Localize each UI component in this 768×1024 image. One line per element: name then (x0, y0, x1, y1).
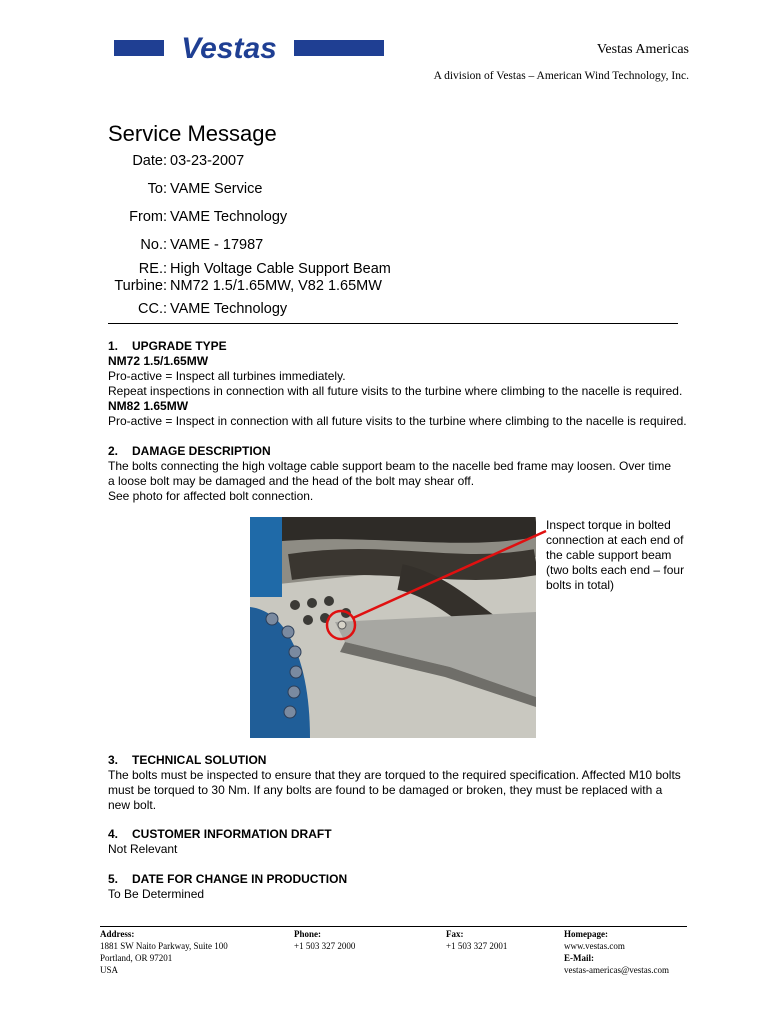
section-heading: 4. CUSTOMER INFORMATION DRAFT (108, 827, 332, 841)
meta-turbine: Turbine: NM72 1.5/1.65MW, V82 1.65MW (114, 278, 382, 294)
pointer-line (353, 531, 546, 618)
footer-phone: Phone: +1 503 327 2000 (294, 929, 356, 951)
section-customer-information (108, 827, 688, 857)
text-line: See photo for affected bolt connection. (108, 489, 314, 503)
meta-from: From: VAME Technology (129, 209, 288, 225)
section-production-date (108, 872, 688, 902)
footer-homepage: Homepage: www.vestas.com E-Mail: vestas-americas@vestas.com (564, 929, 669, 975)
text-line: Not Relevant (108, 842, 178, 856)
section-technical-solution (108, 753, 688, 813)
svg-text:Vestas: Vestas (181, 34, 277, 62)
vestas-logo (114, 34, 384, 62)
footer-address: Address: 1881 SW Naito Parkway, Suite 100 Portland, OR 97201 USA (100, 929, 228, 975)
section-damage-description (108, 444, 688, 504)
section-heading: 3. TECHNICAL SOLUTION (108, 753, 267, 767)
page-title: Service Message (108, 121, 277, 146)
subheading-nm72: NM72 1.5/1.65MW (108, 354, 209, 368)
callout-pointer (250, 517, 550, 738)
section-heading: 2. DAMAGE DESCRIPTION (108, 444, 271, 458)
text-line: To Be Determined (108, 887, 205, 901)
photo-callout-text: Inspect torque in bolted connection at each end of the cable support beam (two bolts each end – four bolts in total) (546, 518, 685, 592)
footer-fax: Fax: +1 503 327 2001 (446, 929, 508, 951)
meta-cc: CC.: VAME Technology (138, 301, 288, 317)
text-line: The bolts must be inspected to ensure that they are torqued to the required specification. Affected M10 bolts (108, 768, 681, 782)
section-heading: 1. UPGRADE TYPE (108, 339, 227, 353)
text-line: new bolt. (108, 798, 157, 812)
text-line: Pro-active = Inspect in connection with all future visits to the turbine where climbing to the nacelle is required. (108, 414, 687, 428)
homepage-link[interactable]: www.vestas.com (564, 941, 625, 951)
meta-to: To: VAME Service (147, 181, 263, 197)
footer-divider (100, 926, 687, 927)
text-line: a loose bolt may be damaged and the head of the bolt may shear off. (108, 474, 475, 488)
company-name: Vestas Americas (596, 42, 689, 57)
meta-number: No.: VAME - 17987 (140, 237, 264, 253)
header-divider (108, 323, 678, 324)
meta-date: Date: 03-23-2007 (132, 153, 245, 169)
text-line: The bolts connecting the high voltage cable support beam to the nacelle bed frame may loosen. Over time (108, 459, 671, 473)
subheading-nm82: NM82 1.65MW (108, 399, 189, 413)
text-line: Repeat inspections in connection with all future visits to the turbine where climbing to the nacelle is required. (108, 384, 683, 398)
email-link[interactable]: vestas-americas@vestas.com (564, 965, 669, 975)
highlight-circle (327, 611, 355, 639)
section-heading: 5. DATE FOR CHANGE IN PRODUCTION (108, 872, 348, 886)
meta-re: RE.: High Voltage Cable Support Beam (138, 261, 391, 277)
division-line: A division of Vestas – American Wind Technology, Inc. (433, 70, 689, 82)
text-line: Pro-active = Inspect all turbines immediately. (108, 369, 346, 383)
text-line: must be torqued to 30 Nm. If any bolts are found to be damaged or broken, they must be replaced with a (108, 783, 663, 797)
section-upgrade-type (108, 339, 688, 429)
